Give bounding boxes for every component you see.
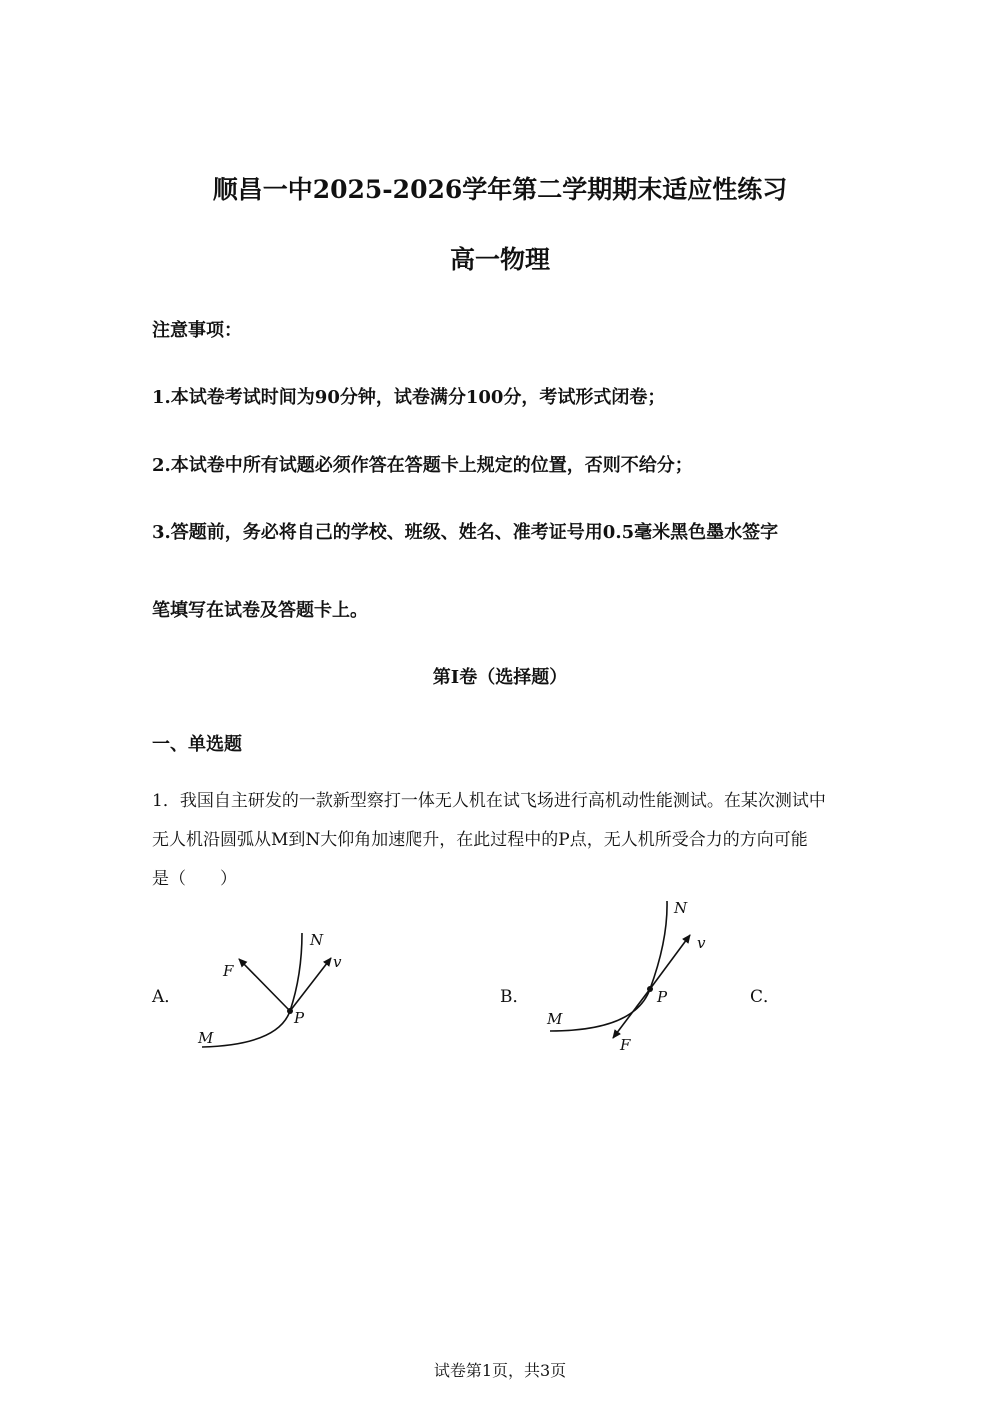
section-title: 一、单选题 — [152, 734, 242, 755]
option-a-label[interactable]: A． — [152, 987, 182, 1007]
question-1-line-1: 1．我国自主研发的一款新型察打一体无人机在试飞场进行高机动性能测试。在某次测试中 — [152, 791, 826, 811]
notice-item-2: 2.本试卷中所有试题必须作答在答题卡上规定的位置，否则不给分； — [152, 455, 693, 476]
option-b-diagram[interactable] — [540, 895, 730, 1060]
force-arrow — [239, 959, 290, 1011]
exam-title: 顺昌一中2025-2026学年第二学期期末适应性练习 — [212, 175, 788, 204]
velocity-arrow — [650, 935, 690, 989]
label-f: F — [223, 962, 234, 980]
trajectory-arc — [202, 933, 302, 1047]
point-p-dot — [287, 1008, 293, 1014]
label-v: v — [333, 953, 342, 971]
label-p: P — [657, 988, 668, 1006]
label-p: P — [294, 1009, 305, 1027]
notice-item-1: 1.本试卷考试时间为90分钟，试卷满分100分，考试形式闭卷； — [152, 387, 666, 408]
option-b-label[interactable]: B． — [500, 987, 530, 1007]
question-1-line-3: 是（ ） — [152, 869, 237, 889]
label-v: v — [697, 934, 706, 952]
notice-heading: 注意事项： — [152, 320, 242, 341]
option-c-label[interactable]: C． — [750, 987, 781, 1007]
notice-item-3-continued: 笔填写在试卷及答题卡上。 — [152, 600, 368, 621]
page-footer: 试卷第1页，共3页 — [433, 1361, 567, 1380]
option-a-diagram[interactable] — [190, 925, 360, 1060]
label-m: M — [547, 1010, 563, 1028]
trajectory-arc — [550, 901, 667, 1031]
label-n: N — [310, 931, 324, 949]
question-1-line-2: 无人机沿圆弧从M到N大仰角加速爬升，在此过程中的P点，无人机所受合力的方向可能 — [152, 830, 808, 850]
label-m: M — [198, 1029, 214, 1047]
force-arrow — [613, 989, 650, 1038]
exam-subject: 高一物理 — [449, 245, 550, 274]
label-f: F — [620, 1036, 631, 1054]
part-title: 第I卷（选择题） — [432, 667, 568, 688]
label-n: N — [674, 899, 688, 917]
velocity-arrow — [290, 958, 331, 1011]
notice-item-3: 3.答题前，务必将自己的学校、班级、姓名、准考证号用0.5毫米黑色墨水签字 — [152, 522, 779, 543]
point-p-dot — [647, 986, 653, 992]
